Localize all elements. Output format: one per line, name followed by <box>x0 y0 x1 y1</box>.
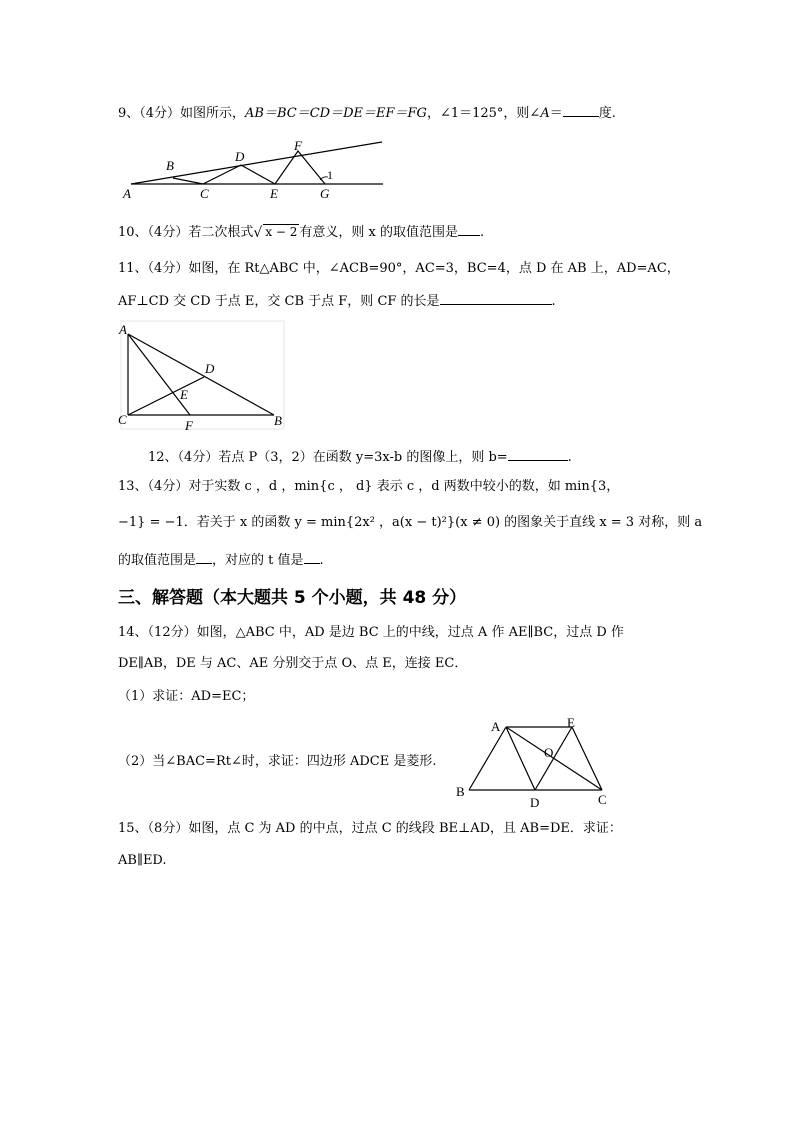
q14-label-a: A <box>491 719 501 734</box>
q9-text <box>118 104 616 123</box>
q9-label-1: 1 <box>327 168 333 182</box>
q9-number: 9、（4分）如图所示， <box>118 106 246 121</box>
q11-label-f: F <box>185 418 193 432</box>
q12-answer-blank[interactable] <box>508 448 568 461</box>
q9-angle-condition: ，∠1＝125°，则∠ <box>426 106 541 121</box>
q11-line2-wrap <box>118 292 556 311</box>
q11-period: . <box>551 294 556 309</box>
q13-answer-blank-2[interactable] <box>304 551 320 564</box>
q9-unit: 度. <box>598 106 616 121</box>
q13-answer-blank-1[interactable] <box>196 551 212 564</box>
q11-line2: AF⊥CD 交 CD 于点 E，交 CB 于点 F，则 CF 的长是 <box>118 294 440 309</box>
q10-answer-blank[interactable] <box>458 223 480 236</box>
q9-label-c: C <box>200 186 209 201</box>
q14-label-c: C <box>598 792 607 807</box>
q10-text <box>118 223 484 242</box>
sqrt-sign: √ x − 2 <box>253 225 298 241</box>
q12-text <box>148 448 572 467</box>
q13-line3a: 的取值范围是 <box>118 553 197 568</box>
q11-label-d: D <box>205 361 215 376</box>
q14-label-e: E <box>567 715 575 730</box>
q9-label-a: A <box>123 186 131 201</box>
q13-line3b: ，对应的 t 值是 <box>212 553 304 568</box>
q14-part1: （1）求证：AD=EC； <box>118 689 255 704</box>
q9-equals: ＝ <box>549 106 563 121</box>
q10-prefix: 10、（4分）若二次根式 <box>118 225 254 240</box>
q9-angle-a: A <box>540 106 550 121</box>
q9-equalities: AB＝BC＝CD＝DE＝EF＝FG <box>245 106 427 121</box>
q12-prefix: 12、（4分）若点 P（3，2）在函数 y=3x-b 的图像上，则 b= <box>148 450 508 465</box>
q11-label-c: C <box>118 412 127 427</box>
q13-line2: −1} = −1．若关于 x 的函数 y = min{2x² ，a(x − t)²}(x ≠ 0) 的图象关于直线 x = 3 对称，则 a <box>118 515 703 530</box>
q14-line1: 14、（12分）如图，△ABC 中，AD 是边 BC 上的中线，过点 A 作 AE∥BC，过点 D 作 <box>118 625 624 640</box>
q10-suffix: 有意义，则 x 的取值范围是 <box>299 225 459 240</box>
q14-label-b: B <box>456 784 465 799</box>
q9-figure <box>118 136 388 206</box>
q11-label-e: E <box>180 387 188 402</box>
q9-label-g: G <box>320 186 330 201</box>
q12-period: . <box>567 450 572 465</box>
q13-period: . <box>319 553 324 568</box>
q11-line1: 11、（4分）如图，在 Rt△ABC 中，∠ACB=90°，AC=3，BC=4，点 D 在 AB 上，AD=AC， <box>118 261 680 276</box>
section-heading: 三、解答题（本大题共 5 个小题，共 48 分） <box>118 588 467 608</box>
q9-label-f: F <box>294 138 302 153</box>
q11-label-b: B <box>274 413 282 428</box>
q14-figure <box>452 714 618 812</box>
q9-label-d: D <box>235 149 245 164</box>
q9-answer-blank[interactable] <box>563 104 599 117</box>
q15-line2: AB∥ED. <box>118 853 167 868</box>
q13-line3 <box>118 551 324 570</box>
q14-line2: DE∥AB，DE 与 AC、AE 分别交于点 O、点 E，连接 EC． <box>118 656 468 671</box>
q11-figure <box>116 320 288 432</box>
q14-label-o: O <box>544 745 554 760</box>
q14-part2: （2）当∠BAC=Rt∠时，求证：四边形 ADCE 是菱形. <box>118 754 437 769</box>
q14-label-d: D <box>530 795 540 810</box>
q9-label-b: B <box>166 158 174 173</box>
q10-period: . <box>480 225 485 240</box>
q11-answer-blank[interactable] <box>440 292 552 305</box>
q9-label-e: E <box>270 186 278 201</box>
q15-line1: 15、（8分）如图，点 C 为 AD 的中点，过点 C 的线段 BE⊥AD，且 AB=DE．求证： <box>118 821 622 836</box>
q11-label-a: A <box>119 322 127 337</box>
q10-radicand: x − 2 <box>265 225 298 239</box>
q13-line1: 13、（4分）对于实数 c ，d ，min{c ， d} 表示 c ，d 两数中较小的数，如 min{3， <box>118 479 620 494</box>
